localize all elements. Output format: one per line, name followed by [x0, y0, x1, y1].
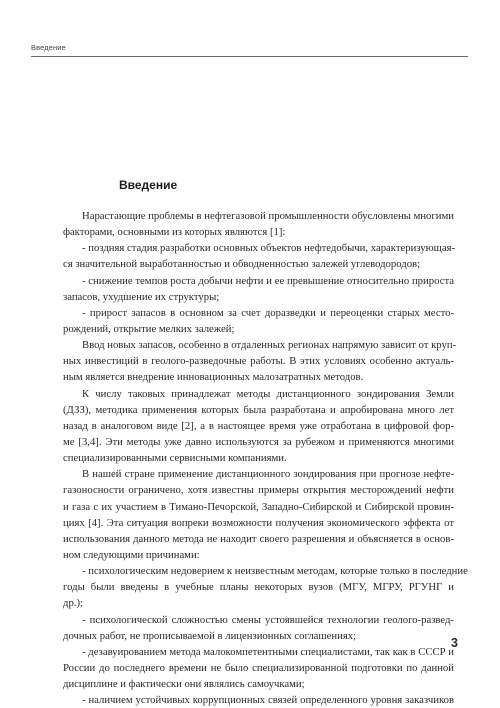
text-line: газоносности ограничено, хотя известны примеры открытия месторождений нефти: [63, 484, 454, 497]
text-line: - прирост запасов в основном за счет доразведки и переоценки старых место-: [82, 306, 454, 319]
text-line: ме [3,4]. Эти методы уже давно используются за рубежом и применяются многими: [63, 435, 454, 448]
text-line: ным является внедрение инновационных малозатратных методов.: [63, 371, 364, 384]
text-line: дисциплине и фактически они являлись самоучками;: [63, 678, 305, 691]
text-line: - дезавуированием метода малокомпетентными специалистами, так как в СССР и: [82, 645, 454, 658]
body-text: [63, 208, 468, 708]
text-line: ся значительной выработанностью и обводненностью залежей углеводородов;: [63, 258, 421, 271]
text-line: - наличием устойчивых коррупционных связей определенного уровня заказчиков: [82, 694, 454, 707]
text-line: др.);: [63, 597, 83, 610]
text-line: специализированными сервисными компаниями.: [63, 452, 287, 465]
page-number: 3: [451, 636, 458, 650]
running-header: Введение: [31, 43, 66, 52]
text-line: назад в аналоговом виде [2], а в настоящее время уже отработана в цифровой фор-: [63, 419, 454, 432]
text-line: - поздняя стадия разработки основных объектов нефтедобычи, характеризующая-: [82, 242, 456, 255]
text-line: - психологической сложностью смены устоявшейся технологии геолого-развед-: [82, 613, 454, 626]
text-line: В нашей стране применение дистанционного зондирования при прогнозе нефте-: [82, 468, 454, 481]
text-line: использования данного метода не находит своего разрешения и объясняется в основ-: [63, 532, 454, 545]
text-line: и газа с их участием в Тимано-Печорской, Западно-Сибирской и Сибирской провин-: [63, 500, 454, 513]
text-line: К числу таковых принадлежат методы дистанционного зондирования Земли: [82, 387, 454, 400]
text-line: рождений, открытие мелких залежей;: [63, 322, 235, 335]
text-line: ном следующими причинами:: [63, 548, 200, 561]
text-line: дочных работ, не прописываемой в лицензионных соглашениях;: [63, 629, 357, 642]
text-line: ных инвестиций в геолого-разведочные работы. В этих условиях особенно актуаль-: [63, 355, 454, 368]
header-divider: [31, 56, 468, 57]
text-line: - психологическим недоверием к неизвестным методам, которые только в последние: [82, 565, 468, 578]
text-line: запасов, ухудшение их структуры;: [63, 290, 220, 303]
text-line: Нарастающие проблемы в нефтегазовой промышленности обусловлены многими: [82, 210, 454, 222]
chapter-title: Введение: [119, 178, 178, 192]
text-line: России до последнего времени не было специализированной подготовки по данной: [63, 661, 454, 674]
text-line: Ввод новых запасов, особенно в отдаленных регионах напрямую зависит от круп-: [82, 339, 457, 352]
text-line: факторами, основными из которых являются [1]:: [63, 226, 286, 239]
text-line: - снижение темпов роста добычи нефти и ее превышение относительно прироста: [82, 274, 454, 287]
text-line: годы были введены в учебные планы некоторых вузов (МГУ, МГРУ, РГУНГ и: [63, 581, 454, 594]
text-line: (ДЗЗ), методика применения которых была разработана и апробирована много лет: [63, 403, 454, 416]
text-line: циях [4]. Эта ситуация вопреки возможности получения экономического эффекта от: [63, 516, 454, 529]
